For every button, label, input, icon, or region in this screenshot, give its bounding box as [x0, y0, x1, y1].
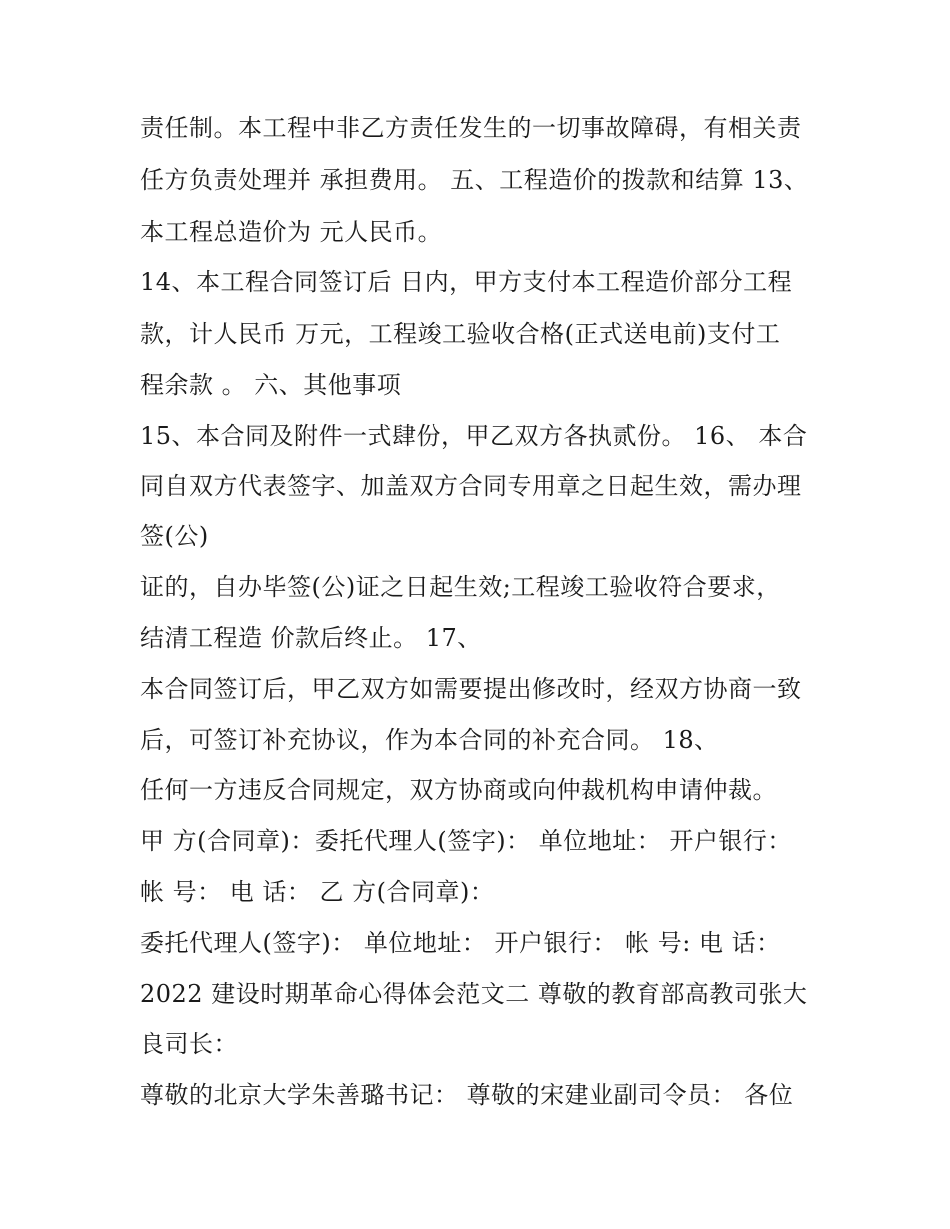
text-line: 签(公) [140, 522, 209, 550]
text-line: 证的，自办毕签(公)证之日起生效;工程竣工验收符合要求， [140, 573, 781, 601]
text-line: 委托代理人(签字)： 单位地址： 开户银行： 帐 号: 电 话： [140, 929, 781, 957]
text-line: 结清工程造 价款后终止。 17、 [140, 624, 482, 652]
text-line: 甲 方(合同章)：委托代理人(签字)： 单位地址： 开户银行： [140, 827, 792, 855]
text-line: 责任制。本工程中非乙方责任发生的一切事故障碍，有相关责 [140, 114, 802, 142]
text-line: 2022 建设时期革命心得体会范文二 尊敬的教育部高教司张大 [140, 980, 808, 1008]
text-line: 任方负责处理并 承担费用。 五、工程造价的拨款和结算 13、 [140, 166, 809, 194]
text-line: 任何一方违反合同规定，双方协商或向仲裁机构申请仲裁。 [140, 776, 777, 804]
text-line: 程余款 。 六、其他事项 [140, 371, 402, 399]
text-line: 良司长： [140, 1030, 238, 1058]
text-line: 15、本合同及附件一式肆份，甲乙双方各执贰份。 16、 本合 [140, 422, 808, 450]
text-line: 款，计人民币 万元，工程竣工验收合格(正式送电前)支付工 [140, 320, 781, 348]
text-line: 同自双方代表签字、加盖双方合同专用章之日起生效，需办理 [140, 472, 802, 500]
text-line: 尊敬的北京大学朱善璐书记： 尊敬的宋建业副司令员： 各位 [140, 1081, 794, 1109]
text-line: 后，可签订补充协议，作为本合同的补充合同。 18、 [140, 726, 719, 754]
text-line: 14、本工程合同签订后 日内，甲方支付本工程造价部分工程 [140, 268, 793, 296]
text-line: 帐 号： 电 话： 乙 方(合同章)： [140, 878, 495, 906]
text-line: 本工程总造价为 元人民币。 [140, 218, 443, 246]
text-line: 本合同签订后，甲乙双方如需要提出修改时，经双方协商一致 [140, 675, 802, 703]
